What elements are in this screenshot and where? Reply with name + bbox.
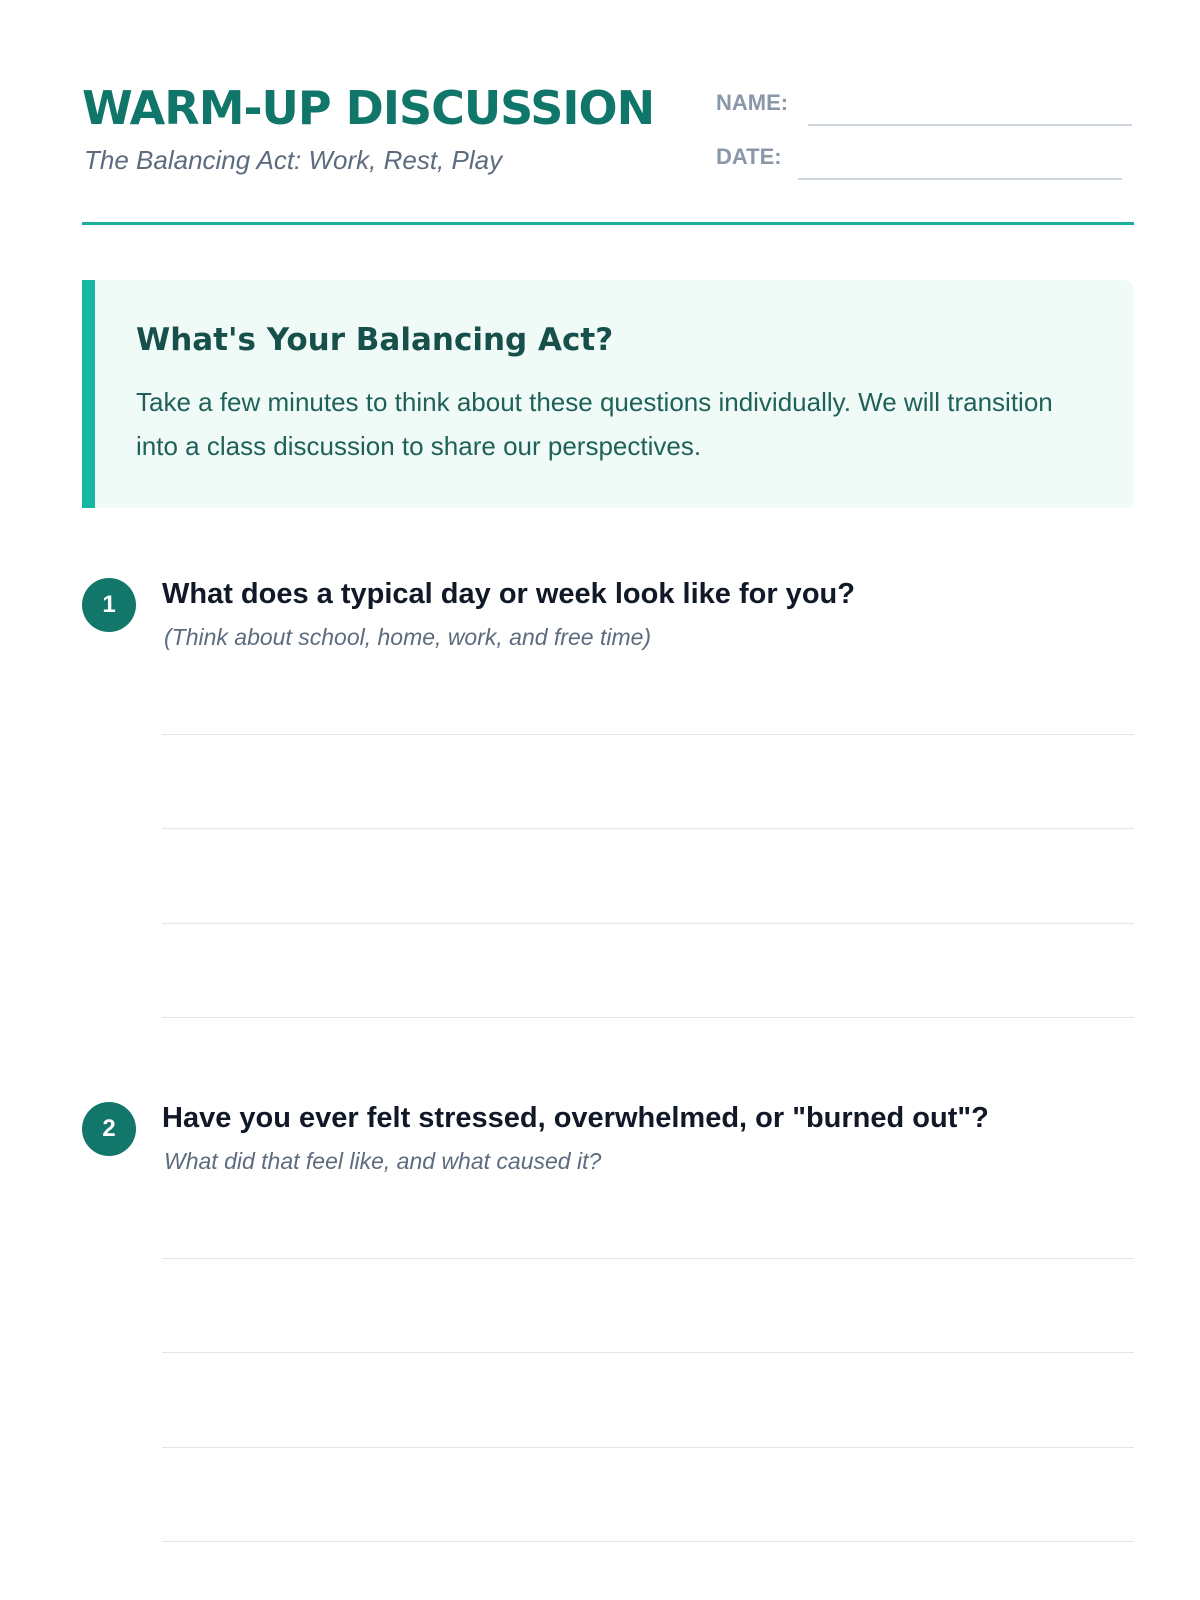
question-number-badge: 2 bbox=[82, 1102, 136, 1156]
worksheet-header bbox=[82, 76, 1134, 226]
intro-body: Take a few minutes to think about these questions individually. We will transition into a class discussion to share our perspectives. bbox=[136, 387, 1053, 461]
answer-line[interactable] bbox=[162, 1447, 1134, 1448]
page-title: WARM-UP DISCUSSION bbox=[82, 81, 655, 135]
date-write-line[interactable] bbox=[798, 178, 1122, 180]
answer-line[interactable] bbox=[162, 923, 1134, 924]
answer-line[interactable] bbox=[162, 828, 1134, 829]
answer-line[interactable] bbox=[162, 1541, 1134, 1542]
date-label: DATE: bbox=[716, 144, 782, 169]
question-title: Have you ever felt stressed, overwhelmed, or "burned out"? bbox=[162, 1102, 989, 1134]
answer-line[interactable] bbox=[162, 1258, 1134, 1259]
worksheet-page bbox=[82, 0, 1134, 1600]
question-hint: (Think about school, home, work, and free time) bbox=[164, 624, 652, 650]
intro-callout bbox=[82, 280, 1134, 508]
question-title: What does a typical day or week look like for you? bbox=[162, 578, 855, 610]
answer-line[interactable] bbox=[162, 734, 1134, 735]
answer-line[interactable] bbox=[162, 1017, 1134, 1018]
question-hint: What did that feel like, and what caused it? bbox=[164, 1148, 602, 1174]
answer-line[interactable] bbox=[162, 1352, 1134, 1353]
header-divider bbox=[82, 222, 1134, 225]
name-write-line[interactable] bbox=[808, 124, 1132, 126]
name-label: NAME: bbox=[716, 90, 789, 115]
question-number-badge: 1 bbox=[82, 578, 136, 632]
intro-title: What's Your Balancing Act? bbox=[136, 322, 614, 358]
page-subtitle: The Balancing Act: Work, Rest, Play bbox=[84, 145, 503, 175]
